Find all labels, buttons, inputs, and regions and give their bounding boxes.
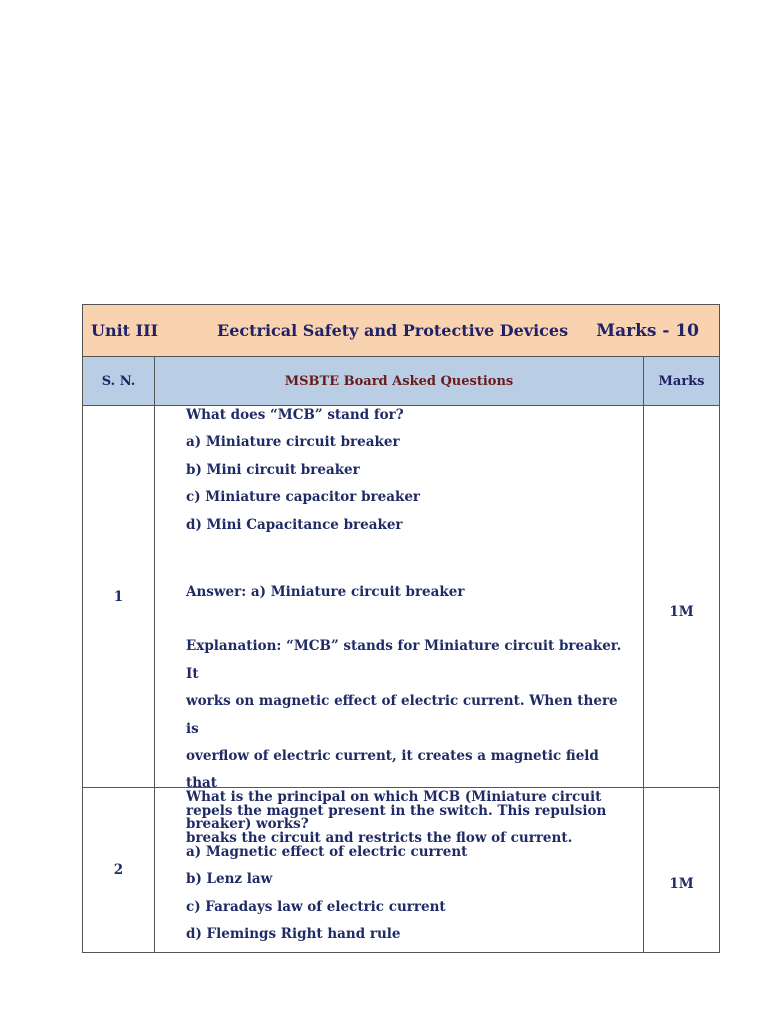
answer-text: Answer: a) Miniature circuit breaker [186, 584, 465, 601]
column-header-row [83, 357, 719, 406]
option: a) Magnetic effect of electric current [186, 843, 468, 860]
option: a) Miniature circuit breaker [186, 434, 400, 451]
question-marks: 1M [669, 876, 694, 892]
unit-marks: Marks - 10 [596, 320, 699, 341]
option: c) Miniature capacitor breaker [186, 489, 421, 506]
unit-label: Unit III [91, 321, 159, 340]
table-row [83, 788, 719, 952]
option: c) Faradays law of electric current [186, 898, 446, 915]
explanation-line: breaks the circuit and restricts the flow of current. [186, 830, 573, 847]
explanation-line: Explanation: “MCB” stands for Miniature circuit breaker. It [186, 638, 622, 682]
question-text: What does “MCB” stand for? [186, 407, 404, 423]
question-text: breaker) works? [186, 816, 309, 833]
question-number: 1 [83, 406, 155, 787]
question-marks: 1M [669, 603, 694, 620]
question-table [82, 304, 720, 953]
question-number: 2 [83, 788, 155, 952]
option: b) Lenz law [186, 871, 273, 888]
explanation-line: works on magnetic effect of electric current. When there is [186, 693, 618, 737]
spacer [186, 566, 625, 579]
question-cell [155, 788, 644, 952]
column-header-sn: S. N. [83, 357, 155, 405]
column-header-marks: Marks [658, 373, 705, 389]
option: d) Mini Capacitance breaker [186, 516, 403, 533]
unit-title: Eectrical Safety and Protective Devices [217, 321, 569, 340]
spacer [186, 606, 625, 633]
explanation-line: repels the magnet present in the switch. This repulsion [186, 802, 607, 819]
question-text: What is the principal on which MCB (Miniature circuit [186, 789, 602, 805]
spacer [186, 539, 625, 566]
unit-header [83, 305, 719, 357]
option: d) Flemings Right hand rule [186, 926, 401, 943]
option: b) Mini circuit breaker [186, 461, 360, 478]
column-header-questions: MSBTE Board Asked Questions [155, 357, 644, 405]
explanation-line: overflow of electric current, it creates a magnetic field that [186, 748, 599, 792]
